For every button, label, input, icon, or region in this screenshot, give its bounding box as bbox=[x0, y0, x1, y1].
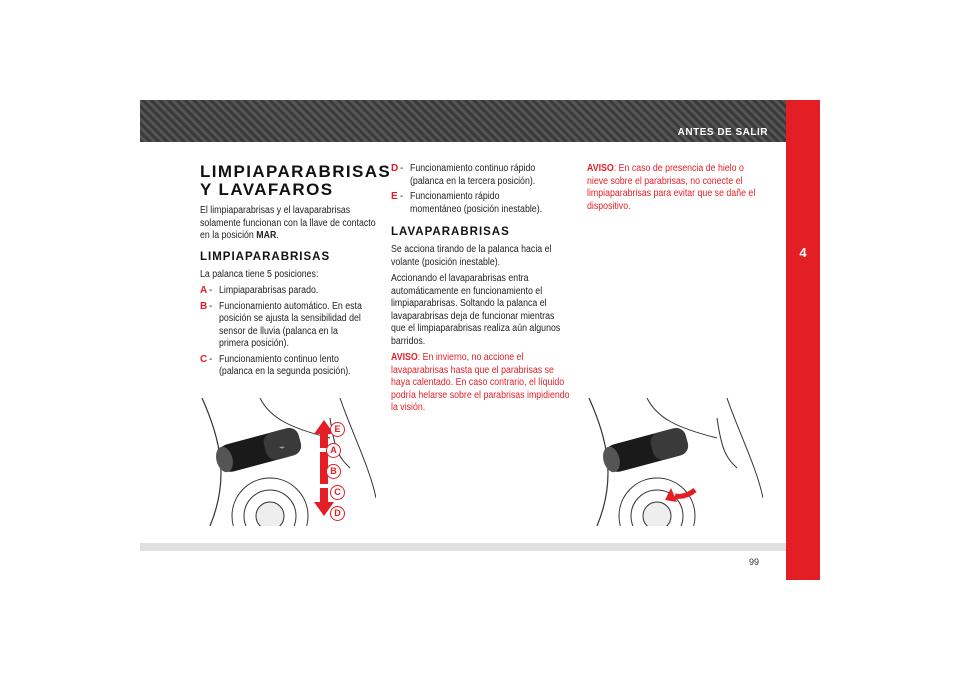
dash: - bbox=[209, 353, 213, 365]
wiper-lever-figure bbox=[200, 398, 376, 526]
dash: - bbox=[400, 163, 404, 174]
washer-lever-figure bbox=[587, 398, 763, 526]
position-letter: B bbox=[200, 300, 208, 312]
position-item-a bbox=[200, 285, 385, 298]
figure-label-e: E bbox=[330, 422, 345, 437]
intro-paragraph bbox=[200, 205, 384, 243]
intro-key-position: MAR bbox=[256, 230, 277, 241]
warning-text: : En caso de presencia de hielo o nieve sobre el parabrisas, no conecte el limpiaparabrisas para evitar que se dañe el dispositivo. bbox=[587, 163, 756, 212]
page-title-line1: LIMPIAPARABRISAS bbox=[200, 162, 392, 181]
page-title-line2: Y LAVAFAROS bbox=[200, 180, 334, 199]
chapter-number: 4 bbox=[799, 245, 807, 260]
chapter-tab[interactable] bbox=[786, 100, 820, 580]
figure-label-d: D bbox=[330, 506, 345, 521]
position-item-e bbox=[391, 191, 571, 216]
position-text: Funcionamiento continuo rápido (palanca en la tercera posición). bbox=[410, 163, 536, 187]
warning-ice bbox=[587, 163, 766, 213]
intro-text: El limpiaparabrisas y el lavaparabrisas solamente funcionan con la llave de contacto en la posición bbox=[200, 205, 376, 241]
warning-winter bbox=[391, 352, 570, 415]
section-title: ANTES DE SALIR bbox=[677, 127, 768, 138]
dash: - bbox=[400, 191, 404, 202]
section-header-band bbox=[140, 100, 786, 142]
position-text: Funcionamiento rápido momentáneo (posición inestable). bbox=[410, 191, 543, 215]
figure-labels bbox=[330, 422, 350, 521]
warning-label: AVISO bbox=[391, 352, 418, 363]
intro-end: . bbox=[276, 230, 279, 241]
svg-text:⌁: ⌁ bbox=[278, 442, 287, 454]
dash: - bbox=[209, 285, 213, 296]
column-2 bbox=[391, 163, 571, 419]
column-1 bbox=[200, 162, 392, 382]
position-text: Funcionamiento continuo lento (palanca en la segunda posición). bbox=[219, 353, 351, 377]
position-letter: C bbox=[200, 353, 208, 365]
position-text: Funcionamiento automático. En esta posición se ajusta la sensibilidad del sensor de lluvia (palanca en la primera posición). bbox=[219, 300, 362, 349]
position-letter: A bbox=[200, 285, 208, 296]
position-text: Limpiaparabrisas parado. bbox=[219, 285, 319, 296]
subtitle-washer: LAVAPARABRISAS bbox=[391, 226, 510, 238]
washer-paragraph-1: Se acciona tirando de la palanca hacia el volante (posición inestable). bbox=[391, 244, 552, 268]
page-title bbox=[200, 162, 392, 199]
warning-label: AVISO bbox=[587, 163, 614, 174]
position-item-d bbox=[391, 163, 571, 188]
figure-label-a: A bbox=[326, 443, 341, 458]
subtitle-wiper: LIMPIAPARABRISAS bbox=[200, 250, 331, 263]
footer-band bbox=[140, 543, 786, 551]
warning-text: : En invierno, no accione el lavaparabrisas hasta que el parabrisas se haya calentado. En caso contrario, el líquido podría helarse sobre el parabrisas impidiendo la visión. bbox=[391, 352, 570, 413]
position-item-c bbox=[200, 354, 385, 379]
figure-label-c: C bbox=[330, 485, 345, 500]
positions-intro: La palanca tiene 5 posiciones: bbox=[200, 268, 319, 280]
position-letter: E bbox=[391, 191, 398, 202]
washer-lever-illustration bbox=[587, 398, 763, 526]
dash: - bbox=[209, 300, 213, 312]
page-number: 99 bbox=[749, 557, 760, 567]
position-letter: D bbox=[391, 163, 399, 174]
washer-paragraph-2: Accionando el lavaparabrisas entra automáticamente en funcionamiento el limpiaparabrisas. Soltando la palanca el lavaparabrisas deja de funcionar mientras que el limpiaparabrisas realiza aún algunos barridos. bbox=[391, 273, 561, 347]
position-item-b bbox=[200, 301, 385, 351]
figure-label-b: B bbox=[326, 464, 341, 479]
column-3 bbox=[587, 163, 767, 217]
